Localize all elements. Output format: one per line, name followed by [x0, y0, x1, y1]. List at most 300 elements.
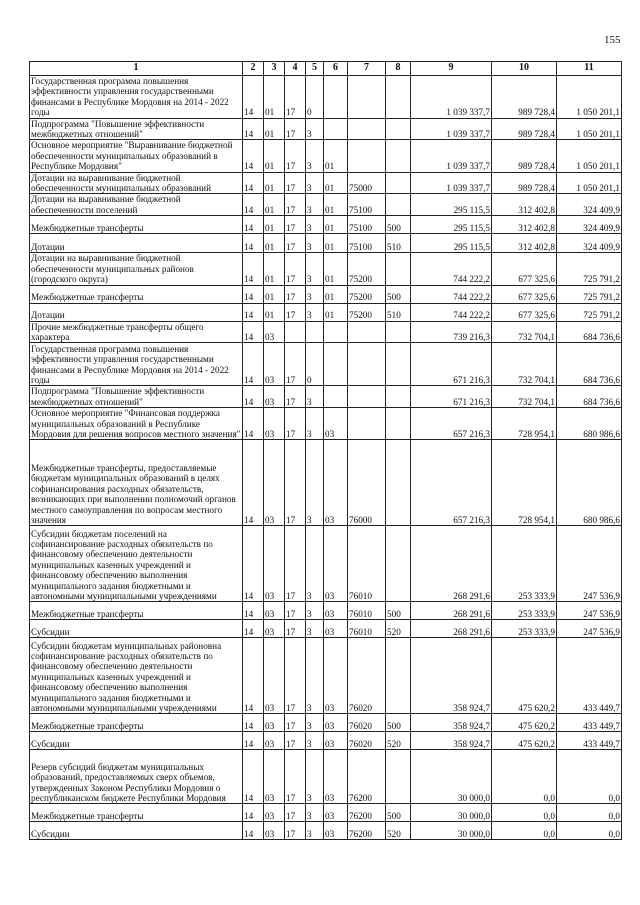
cell-col-3: 03 — [264, 804, 285, 822]
table-body — [30, 76, 622, 840]
table-row — [30, 172, 622, 194]
cell-col-3: 03 — [264, 343, 285, 386]
cell-col-11: 684 736,6 — [557, 343, 622, 386]
cell-col-4: 17 — [285, 732, 306, 750]
cell-col-3: 03 — [264, 750, 285, 804]
cell-col-11: 1 050 201,1 — [557, 118, 622, 140]
cell-col-8: 510 — [386, 303, 411, 321]
cell-col-8: 500 — [386, 602, 411, 620]
table-row — [30, 76, 622, 119]
column-header-10: 10 — [492, 62, 557, 76]
row-name: Основное мероприятие "Финансовая поддержка муниципальных образований в Республике Мордовия для решения вопросов местного значения" — [30, 408, 243, 440]
cell-col-2: 14 — [243, 602, 264, 620]
row-name: Субсидии — [30, 732, 243, 750]
cell-col-7: 76200 — [348, 822, 386, 840]
cell-col-10: 312 402,8 — [492, 194, 557, 216]
table-row — [30, 440, 622, 526]
cell-col-9: 295 115,5 — [411, 234, 492, 253]
cell-col-8 — [386, 253, 411, 285]
row-name: Дотации на выравнивание бюджетной обеспеченности поселений — [30, 194, 243, 216]
cell-col-4: 17 — [285, 638, 306, 714]
column-header-5: 5 — [306, 62, 324, 76]
cell-col-5: 3 — [306, 172, 324, 194]
cell-col-5: 0 — [306, 76, 324, 119]
cell-col-11: 680 986,6 — [557, 408, 622, 440]
cell-col-11: 680 986,6 — [557, 440, 622, 526]
cell-col-5 — [306, 321, 324, 343]
cell-col-5: 3 — [306, 303, 324, 321]
cell-col-3: 03 — [264, 408, 285, 440]
cell-col-5: 3 — [306, 408, 324, 440]
cell-col-5: 3 — [306, 732, 324, 750]
cell-col-6: 01 — [324, 216, 348, 234]
cell-col-6 — [324, 343, 348, 386]
cell-col-10: 732 704,1 — [492, 321, 557, 343]
cell-col-7: 75000 — [348, 172, 386, 194]
cell-col-8 — [386, 140, 411, 172]
cell-col-11: 725 791,2 — [557, 253, 622, 285]
cell-col-3: 01 — [264, 118, 285, 140]
cell-col-10: 475 620,2 — [492, 732, 557, 750]
cell-col-11: 433 449,7 — [557, 732, 622, 750]
row-name: Дотации на выравнивание бюджетной обеспеченности муниципальных образований — [30, 172, 243, 194]
cell-col-2: 14 — [243, 140, 264, 172]
table-row — [30, 750, 622, 804]
cell-col-10: 0,0 — [492, 804, 557, 822]
cell-col-4: 17 — [285, 285, 306, 303]
cell-col-6: 03 — [324, 804, 348, 822]
cell-col-4 — [285, 321, 306, 343]
row-name: Резерв субсидий бюджетам муниципальных образований, предоставляемых сверх объемов, утвержденных Законом Республики Мордовия о республиканском бюджете Республики Мордовия — [30, 750, 243, 804]
cell-col-2: 14 — [243, 172, 264, 194]
cell-col-7 — [348, 343, 386, 386]
table-row — [30, 602, 622, 620]
cell-col-5: 3 — [306, 440, 324, 526]
cell-col-5: 3 — [306, 750, 324, 804]
table-row — [30, 118, 622, 140]
table-row — [30, 303, 622, 321]
cell-col-5: 3 — [306, 526, 324, 602]
table-row — [30, 321, 622, 343]
cell-col-6: 03 — [324, 408, 348, 440]
cell-col-11: 247 536,9 — [557, 620, 622, 638]
cell-col-6: 03 — [324, 638, 348, 714]
cell-col-2: 14 — [243, 76, 264, 119]
cell-col-9: 30 000,0 — [411, 822, 492, 840]
cell-col-8 — [386, 194, 411, 216]
cell-col-9: 1 039 337,7 — [411, 140, 492, 172]
cell-col-2: 14 — [243, 321, 264, 343]
row-name: Межбюджетные трансферты — [30, 216, 243, 234]
table-row — [30, 234, 622, 253]
cell-col-8: 520 — [386, 620, 411, 638]
row-name: Дотации — [30, 234, 243, 253]
cell-col-8: 500 — [386, 804, 411, 822]
cell-col-2: 14 — [243, 216, 264, 234]
cell-col-3: 03 — [264, 822, 285, 840]
cell-col-4: 17 — [285, 620, 306, 638]
cell-col-3: 01 — [264, 253, 285, 285]
cell-col-2: 14 — [243, 620, 264, 638]
cell-col-7: 76010 — [348, 602, 386, 620]
cell-col-5: 3 — [306, 234, 324, 253]
cell-col-10: 677 325,6 — [492, 253, 557, 285]
cell-col-3: 03 — [264, 620, 285, 638]
cell-col-11: 324 409,9 — [557, 234, 622, 253]
cell-col-2: 14 — [243, 234, 264, 253]
row-name: Межбюджетные трансферты — [30, 714, 243, 732]
table-row — [30, 253, 622, 285]
cell-col-11: 0,0 — [557, 804, 622, 822]
cell-col-8 — [386, 526, 411, 602]
table-header-row — [30, 62, 622, 76]
cell-col-7: 75100 — [348, 216, 386, 234]
cell-col-6: 01 — [324, 253, 348, 285]
cell-col-10: 253 333,9 — [492, 602, 557, 620]
cell-col-3: 01 — [264, 76, 285, 119]
cell-col-6 — [324, 386, 348, 408]
cell-col-9: 268 291,6 — [411, 526, 492, 602]
cell-col-11: 684 736,6 — [557, 321, 622, 343]
cell-col-8 — [386, 321, 411, 343]
cell-col-10: 0,0 — [492, 822, 557, 840]
cell-col-6: 01 — [324, 194, 348, 216]
table-row — [30, 714, 622, 732]
cell-col-8 — [386, 118, 411, 140]
cell-col-2: 14 — [243, 253, 264, 285]
cell-col-4: 17 — [285, 234, 306, 253]
cell-col-2: 14 — [243, 303, 264, 321]
cell-col-11: 433 449,7 — [557, 714, 622, 732]
cell-col-8: 510 — [386, 234, 411, 253]
table-row — [30, 804, 622, 822]
column-header-4: 4 — [285, 62, 306, 76]
cell-col-9: 30 000,0 — [411, 750, 492, 804]
cell-col-9: 657 216,3 — [411, 408, 492, 440]
cell-col-11: 247 536,9 — [557, 602, 622, 620]
row-name: Межбюджетные трансферты, предоставляемые бюджетам муниципальных образований в целях софинансирования расходных обязательств, возникающих при выполнении полномочий органов местного самоуправления по вопросам местного значения — [30, 440, 243, 526]
cell-col-2: 14 — [243, 638, 264, 714]
cell-col-7: 75200 — [348, 303, 386, 321]
row-name: Дотации — [30, 303, 243, 321]
cell-col-6: 03 — [324, 440, 348, 526]
cell-col-9: 358 924,7 — [411, 638, 492, 714]
table-row — [30, 732, 622, 750]
cell-col-10: 732 704,1 — [492, 386, 557, 408]
cell-col-4: 17 — [285, 822, 306, 840]
cell-col-5: 3 — [306, 194, 324, 216]
row-name: Субсидии бюджетам поселений на софинансирование расходных обязательств по финансовому обеспечению деятельности муниципальных казенных учреждений и финансовому обеспечению выполнения муниципального задания бюджетными и автономными муниципальными учреждениями — [30, 526, 243, 602]
cell-col-3: 03 — [264, 440, 285, 526]
cell-col-7: 75100 — [348, 194, 386, 216]
table-row — [30, 140, 622, 172]
cell-col-2: 14 — [243, 386, 264, 408]
cell-col-7: 75100 — [348, 234, 386, 253]
cell-col-6: 03 — [324, 714, 348, 732]
row-name: Прочие межбюджетные трансферты общего характера — [30, 321, 243, 343]
row-name: Дотации на выравнивание бюджетной обеспеченности муниципальных районов (городского округа) — [30, 253, 243, 285]
cell-col-8 — [386, 172, 411, 194]
cell-col-5: 3 — [306, 620, 324, 638]
cell-col-6: 01 — [324, 234, 348, 253]
cell-col-9: 358 924,7 — [411, 732, 492, 750]
cell-col-2: 14 — [243, 118, 264, 140]
cell-col-2: 14 — [243, 343, 264, 386]
cell-col-2: 14 — [243, 822, 264, 840]
cell-col-3: 03 — [264, 526, 285, 602]
cell-col-3: 03 — [264, 321, 285, 343]
cell-col-7 — [348, 408, 386, 440]
cell-col-10: 312 402,8 — [492, 234, 557, 253]
column-header-1: 1 — [30, 62, 243, 76]
cell-col-11: 0,0 — [557, 750, 622, 804]
cell-col-5: 0 — [306, 343, 324, 386]
cell-col-8 — [386, 76, 411, 119]
column-header-9: 9 — [411, 62, 492, 76]
cell-col-7: 76010 — [348, 620, 386, 638]
cell-col-6: 01 — [324, 303, 348, 321]
cell-col-9: 744 222,2 — [411, 253, 492, 285]
cell-col-10: 677 325,6 — [492, 303, 557, 321]
row-name: Межбюджетные трансферты — [30, 804, 243, 822]
cell-col-6: 03 — [324, 620, 348, 638]
cell-col-9: 268 291,6 — [411, 620, 492, 638]
cell-col-8 — [386, 343, 411, 386]
cell-col-9: 30 000,0 — [411, 804, 492, 822]
cell-col-7: 76200 — [348, 804, 386, 822]
cell-col-9: 1 039 337,7 — [411, 172, 492, 194]
cell-col-3: 01 — [264, 303, 285, 321]
cell-col-5: 3 — [306, 822, 324, 840]
cell-col-7: 75200 — [348, 253, 386, 285]
cell-col-4: 17 — [285, 172, 306, 194]
cell-col-3: 03 — [264, 732, 285, 750]
cell-col-4: 17 — [285, 440, 306, 526]
cell-col-6: 03 — [324, 822, 348, 840]
budget-table — [29, 61, 622, 840]
cell-col-4: 17 — [285, 216, 306, 234]
cell-col-2: 14 — [243, 440, 264, 526]
cell-col-7 — [348, 76, 386, 119]
cell-col-11: 0,0 — [557, 822, 622, 840]
cell-col-6: 01 — [324, 172, 348, 194]
cell-col-4: 17 — [285, 140, 306, 172]
cell-col-10: 475 620,2 — [492, 714, 557, 732]
cell-col-3: 01 — [264, 216, 285, 234]
cell-col-8: 520 — [386, 822, 411, 840]
cell-col-8: 520 — [386, 732, 411, 750]
cell-col-8 — [386, 408, 411, 440]
cell-col-5: 3 — [306, 216, 324, 234]
cell-col-3: 03 — [264, 638, 285, 714]
cell-col-7 — [348, 386, 386, 408]
column-header-7: 7 — [348, 62, 386, 76]
cell-col-3: 01 — [264, 172, 285, 194]
cell-col-4: 17 — [285, 386, 306, 408]
cell-col-4: 17 — [285, 750, 306, 804]
cell-col-5: 3 — [306, 253, 324, 285]
cell-col-4: 17 — [285, 804, 306, 822]
page-number: 155 — [604, 34, 621, 46]
cell-col-2: 14 — [243, 732, 264, 750]
table-row — [30, 822, 622, 840]
cell-col-8: 500 — [386, 714, 411, 732]
cell-col-10: 677 325,6 — [492, 285, 557, 303]
cell-col-5: 3 — [306, 602, 324, 620]
cell-col-10: 728 954,1 — [492, 408, 557, 440]
cell-col-10: 989 728,4 — [492, 76, 557, 119]
cell-col-3: 03 — [264, 602, 285, 620]
cell-col-6 — [324, 321, 348, 343]
table-row — [30, 285, 622, 303]
cell-col-7: 76020 — [348, 714, 386, 732]
cell-col-9: 358 924,7 — [411, 714, 492, 732]
cell-col-8 — [386, 638, 411, 714]
cell-col-6 — [324, 118, 348, 140]
cell-col-5: 3 — [306, 118, 324, 140]
row-name: Государственная программа повышения эффективности управления государственными финансами в Республике Мордовия на 2014 - 2022 годы — [30, 343, 243, 386]
cell-col-7: 76020 — [348, 638, 386, 714]
cell-col-11: 1 050 201,1 — [557, 172, 622, 194]
table-row — [30, 620, 622, 638]
cell-col-6: 03 — [324, 602, 348, 620]
column-header-2: 2 — [243, 62, 264, 76]
cell-col-6: 01 — [324, 140, 348, 172]
cell-col-7: 76020 — [348, 732, 386, 750]
cell-col-9: 268 291,6 — [411, 602, 492, 620]
column-header-6: 6 — [324, 62, 348, 76]
cell-col-5: 3 — [306, 714, 324, 732]
cell-col-8 — [386, 750, 411, 804]
cell-col-2: 14 — [243, 194, 264, 216]
cell-col-8: 500 — [386, 285, 411, 303]
table-row — [30, 343, 622, 386]
table-row — [30, 216, 622, 234]
cell-col-7: 75200 — [348, 285, 386, 303]
cell-col-4: 17 — [285, 253, 306, 285]
column-header-8: 8 — [386, 62, 411, 76]
cell-col-5: 3 — [306, 140, 324, 172]
cell-col-10: 989 728,4 — [492, 172, 557, 194]
cell-col-7 — [348, 140, 386, 172]
cell-col-9: 744 222,2 — [411, 303, 492, 321]
cell-col-3: 01 — [264, 140, 285, 172]
table-row — [30, 194, 622, 216]
cell-col-9: 295 115,5 — [411, 194, 492, 216]
cell-col-11: 1 050 201,1 — [557, 140, 622, 172]
row-name: Субсидии — [30, 822, 243, 840]
cell-col-10: 0,0 — [492, 750, 557, 804]
cell-col-10: 732 704,1 — [492, 343, 557, 386]
cell-col-4: 17 — [285, 118, 306, 140]
cell-col-9: 671 216,3 — [411, 386, 492, 408]
cell-col-7: 76200 — [348, 750, 386, 804]
cell-col-11: 725 791,2 — [557, 285, 622, 303]
cell-col-10: 989 728,4 — [492, 140, 557, 172]
cell-col-8 — [386, 386, 411, 408]
cell-col-2: 14 — [243, 526, 264, 602]
row-name: Субсидии — [30, 620, 243, 638]
cell-col-4: 17 — [285, 76, 306, 119]
cell-col-11: 247 536,9 — [557, 526, 622, 602]
cell-col-3: 01 — [264, 285, 285, 303]
cell-col-6 — [324, 76, 348, 119]
table-row — [30, 638, 622, 714]
cell-col-6: 03 — [324, 732, 348, 750]
cell-col-10: 728 954,1 — [492, 440, 557, 526]
cell-col-2: 14 — [243, 804, 264, 822]
cell-col-6: 03 — [324, 750, 348, 804]
cell-col-4: 17 — [285, 303, 306, 321]
cell-col-6: 01 — [324, 285, 348, 303]
cell-col-9: 744 222,2 — [411, 285, 492, 303]
cell-col-2: 14 — [243, 714, 264, 732]
cell-col-3: 01 — [264, 234, 285, 253]
cell-col-10: 312 402,8 — [492, 216, 557, 234]
cell-col-10: 253 333,9 — [492, 620, 557, 638]
cell-col-8: 500 — [386, 216, 411, 234]
table-row — [30, 408, 622, 440]
cell-col-3: 01 — [264, 194, 285, 216]
cell-col-11: 684 736,6 — [557, 386, 622, 408]
cell-col-4: 17 — [285, 602, 306, 620]
cell-col-7 — [348, 321, 386, 343]
cell-col-9: 657 216,3 — [411, 440, 492, 526]
cell-col-7: 76010 — [348, 526, 386, 602]
cell-col-5: 3 — [306, 285, 324, 303]
cell-col-10: 989 728,4 — [492, 118, 557, 140]
cell-col-3: 03 — [264, 714, 285, 732]
cell-col-4: 17 — [285, 408, 306, 440]
column-header-3: 3 — [264, 62, 285, 76]
cell-col-9: 1 039 337,7 — [411, 118, 492, 140]
cell-col-5: 3 — [306, 386, 324, 408]
cell-col-9: 739 216,3 — [411, 321, 492, 343]
cell-col-7: 76000 — [348, 440, 386, 526]
cell-col-11: 324 409,9 — [557, 216, 622, 234]
cell-col-11: 324 409,9 — [557, 194, 622, 216]
cell-col-11: 725 791,2 — [557, 303, 622, 321]
cell-col-4: 17 — [285, 343, 306, 386]
cell-col-11: 433 449,7 — [557, 638, 622, 714]
cell-col-8 — [386, 440, 411, 526]
cell-col-2: 14 — [243, 408, 264, 440]
cell-col-3: 03 — [264, 386, 285, 408]
cell-col-7 — [348, 118, 386, 140]
cell-col-10: 253 333,9 — [492, 526, 557, 602]
row-name: Государственная программа повышения эффективности управления государственными финансами в Республике Мордовия на 2014 - 2022 годы — [30, 76, 243, 119]
table-row — [30, 526, 622, 602]
cell-col-5: 3 — [306, 804, 324, 822]
row-name: Субсидии бюджетам муниципальных районовна софинансирование расходных обязательств по финансовому обеспечению деятельности муниципальных казенных учреждений и финансовому обеспечению выполнения муниципального задания бюджетными и автономными муниципальными учреждениями — [30, 638, 243, 714]
row-name: Межбюджетные трансферты — [30, 285, 243, 303]
cell-col-9: 671 216,3 — [411, 343, 492, 386]
cell-col-9: 1 039 337,7 — [411, 76, 492, 119]
row-name: Подпрограмма "Повышение эффективности межбюджетных отношений" — [30, 386, 243, 408]
cell-col-4: 17 — [285, 526, 306, 602]
cell-col-2: 14 — [243, 285, 264, 303]
table-row — [30, 386, 622, 408]
column-header-11: 11 — [557, 62, 622, 76]
cell-col-5: 3 — [306, 638, 324, 714]
row-name: Подпрограмма "Повышение эффективности межбюджетных отношений" — [30, 118, 243, 140]
cell-col-4: 17 — [285, 714, 306, 732]
cell-col-10: 475 620,2 — [492, 638, 557, 714]
cell-col-4: 17 — [285, 194, 306, 216]
cell-col-11: 1 050 201,1 — [557, 76, 622, 119]
row-name: Основное мероприятие "Выравнивание бюджетной обеспеченности муниципальных образований в Республике Мордовия" — [30, 140, 243, 172]
cell-col-9: 295 115,5 — [411, 216, 492, 234]
